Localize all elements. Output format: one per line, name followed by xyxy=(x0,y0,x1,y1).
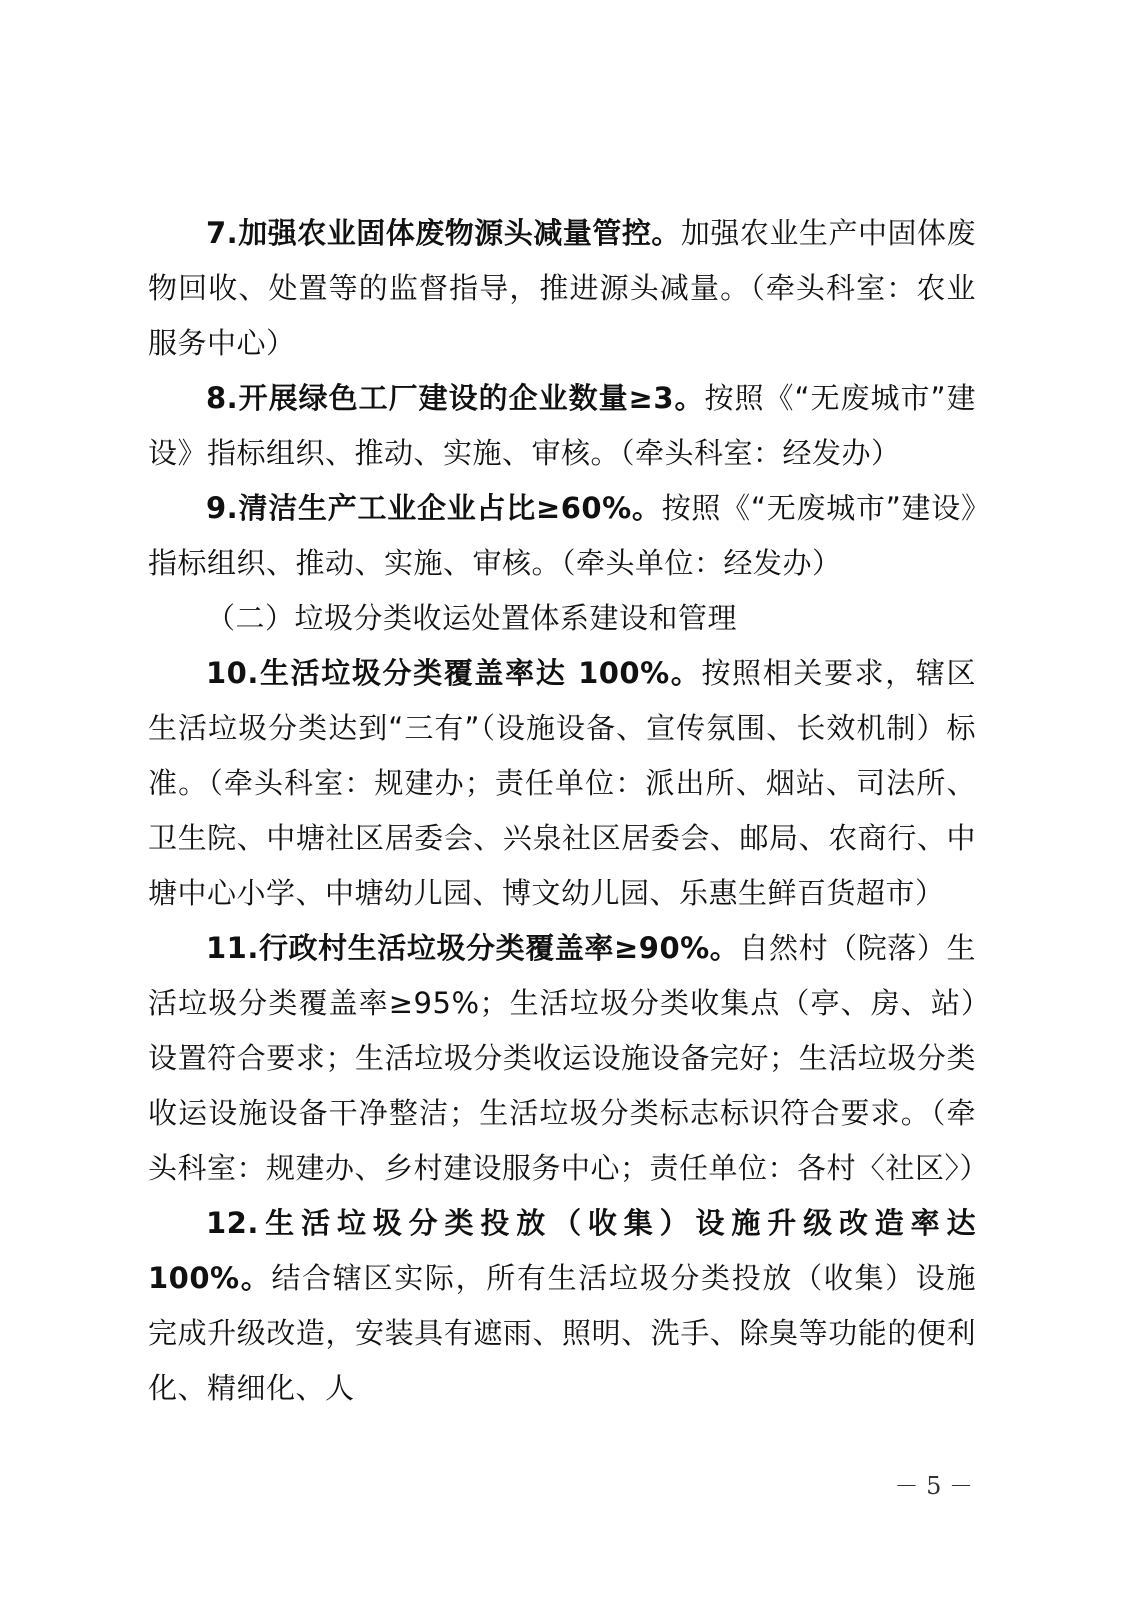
item-12 xyxy=(148,1196,976,1416)
item-11-text: 自然村（院落）生活垃圾分类覆盖率≥95%；生活垃圾分类收集点（亭、房、站）设置符合要求；生活垃圾分类收运设施设备完好；生活垃圾分类收运设施设备干净整洁；生活垃圾分类标志标识符合要求。（牵头科室：规建办、乡村建设服务中心；责任单位：各村〈社区〉） xyxy=(148,931,990,1185)
section-heading: （二）垃圾分类收运处置体系建设和管理 xyxy=(206,601,738,635)
document-body xyxy=(148,206,990,1416)
page-number-text: － 5 － xyxy=(894,1472,973,1500)
item-9 xyxy=(148,481,976,591)
item-12-title: 12.生活垃圾分类投放（收集）设施升级改造率达 100%。 xyxy=(148,1206,976,1295)
item-11 xyxy=(148,921,990,1196)
item-10 xyxy=(148,646,976,921)
item-12-text: 结合辖区实际，所有生活垃圾分类投放（收集）设施完成升级改造，安装具有遮雨、照明、洗手、除臭等功能的便利化、精细化、人 xyxy=(148,1261,976,1405)
item-10-text: 按照相关要求，辖区生活垃圾分类达到“三有”（设施设备、宣传氛围、长效机制）标准。（牵头科室：规建办；责任单位：派出所、烟站、司法所、卫生院、中塘社区居委会、兴泉社区居委会、邮局、农商行、中塘中心小学、中塘幼儿园、博文幼儿园、乐惠生鲜百货超市） xyxy=(148,656,976,910)
item-8-text: 按照《“无废城市”建设》指标组织、推动、实施、审核。（牵头科室：经发办） xyxy=(148,381,976,470)
item-9-title: 9.清洁生产工业企业占比≥60%。 xyxy=(206,491,662,525)
item-8 xyxy=(148,371,976,481)
item-7-title: 7.加强农业固体废物源头减量管控。 xyxy=(206,216,681,250)
item-7-text: 加强农业生产中固体废物回收、处置等的监督指导，推进源头减量。（牵头科室：农业服务中心） xyxy=(148,216,976,360)
item-8-title: 8.开展绿色工厂建设的企业数量≥3。 xyxy=(206,381,705,415)
item-11-title: 11.行政村生活垃圾分类覆盖率≥90%。 xyxy=(206,931,740,965)
item-9-text: 按照《“无废城市”建设》指标组织、推动、实施、审核。（牵头单位：经发办） xyxy=(148,491,976,580)
item-10-title: 10.生活垃圾分类覆盖率达 100%。 xyxy=(206,656,702,690)
item-7 xyxy=(148,206,976,371)
